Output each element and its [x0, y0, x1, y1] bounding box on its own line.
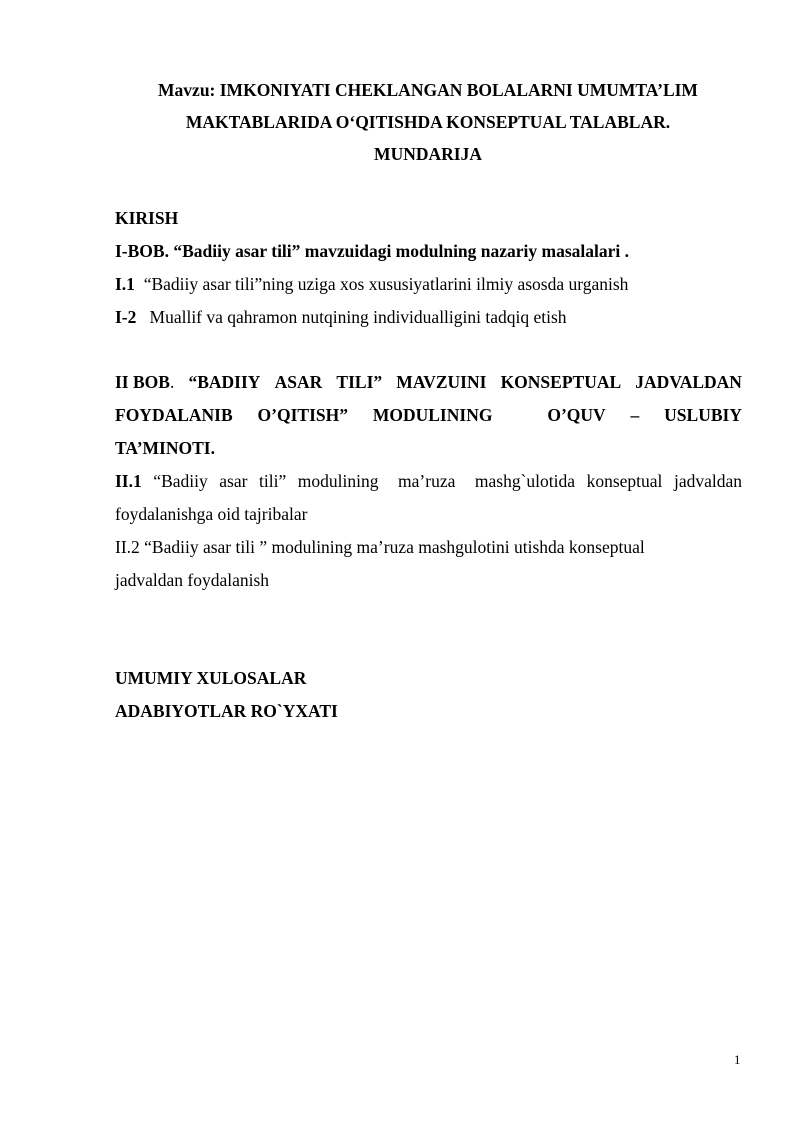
document-title — [100, 74, 756, 170]
table-of-contents — [115, 202, 742, 728]
toc-chapter2-heading-line2: FOYDALANIB O’QITISH” MODULINING O’QUV – USLUBIY — [115, 405, 742, 425]
toc-intro: KIRISH — [115, 208, 179, 228]
toc-chapter2-heading-line3: TA’MINOTI. — [115, 438, 215, 458]
title-line-2: MAKTABLARIDA O‘QITISHDA KONSEPTUAL TALABLAR. — [185, 112, 671, 132]
title-line-1: Mavzu: IMKONIYATI CHEKLANGAN BOLALARNI UMUMTA’LIM — [158, 80, 698, 100]
toc-chapter2-section1-line2: foydalanishga oid tajribalar — [115, 504, 308, 524]
section-number: I-2 — [115, 307, 137, 327]
toc-conclusions: UMUMIY XULOSALAR — [115, 668, 307, 688]
toc-chapter2-section1-line1: II.1 “Badiiy asar tili” modulining ma’ruza mashg`ulotida konseptual jadvaldan — [115, 465, 742, 498]
toc-chapter2-section2-line2: jadvaldan foydalanish — [115, 570, 270, 590]
section-title: “Badiiy asar tili”ning uziga xos xususiyatlarini ilmiy asosda urganish — [143, 274, 629, 294]
toc-chapter1-section1 — [115, 268, 742, 301]
toc-references: ADABIYOTLAR RO`YXATI — [115, 701, 338, 721]
contents-heading: MUNDARIJA — [374, 144, 482, 164]
toc-chapter2-heading-line1: II BOB. “BADIIY ASAR TILI” MAVZUINI KONSEPTUAL JADVALDAN — [115, 366, 742, 399]
chapter2-prefix: II BOB. — [115, 372, 175, 392]
section-title: Muallif va qahramon nutqining individualligini tadqiq etish — [149, 307, 567, 327]
toc-chapter1-heading: I-BOB. “Badiiy asar tili” mavzuidagi modulning nazariy masalalari . — [115, 241, 630, 261]
section-number: II.1 — [115, 471, 142, 491]
page-number: 1 — [734, 1052, 741, 1067]
section-number: I.1 — [115, 274, 135, 294]
toc-chapter2-section2-line1: II.2 “Badiiy asar tili ” modulining ma’ruza mashgulotini utishda konseptual — [115, 537, 645, 557]
toc-chapter1-section2 — [115, 301, 742, 334]
